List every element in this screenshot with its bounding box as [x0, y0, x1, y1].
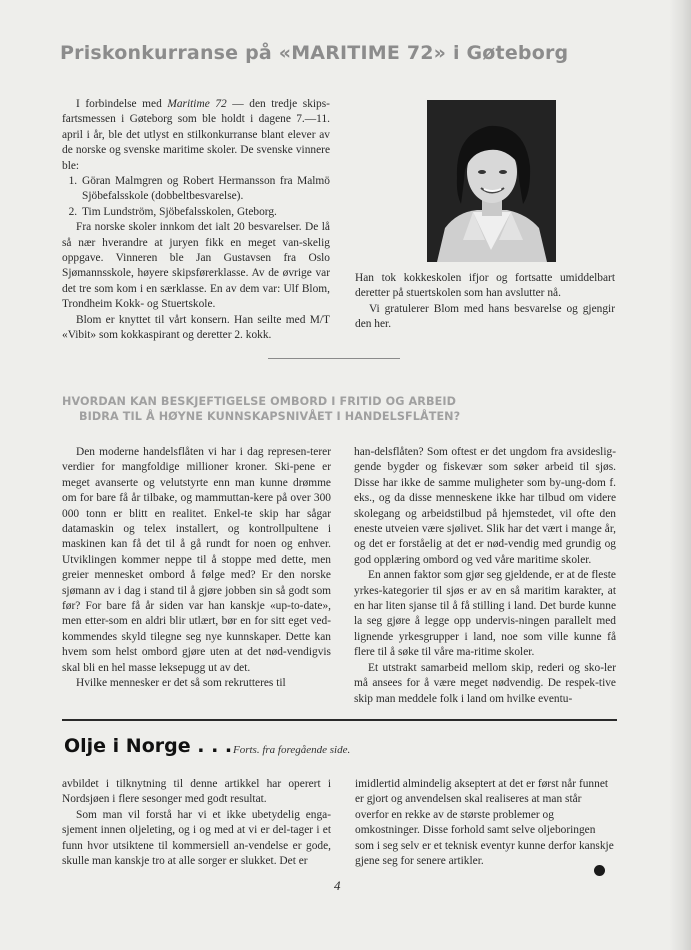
winners-list — [62, 174, 330, 220]
article1-paragraph: Vi gratulerer Blom med hans besvarelse og gjengir den her. — [355, 302, 615, 331]
intro-text-a: I forbindelse med — [76, 98, 168, 110]
maritime-72-emphasis: Maritime 72 — [167, 98, 227, 110]
article1-paragraph: Han tok kokkeskolen ifjor og fortsatte umiddelbart deretter på stuertskolen som han avslutter nå. — [355, 272, 615, 300]
winner-item: 1. Göran Malmgren og Robert Hermansson fra Malmö Sjöbefalsskole (dobbeltbesvarelse). — [80, 174, 330, 205]
intro-text-b: — den tredje skips-fartsmessen i Gøteborg som ble holdt i dagene 7.—11. april i år, ble det utlyst en stilkonkurranse blant elever av de norske og svenske maritime skoler. De svenske vinnere ble: — [62, 98, 330, 172]
article2-headline — [62, 394, 622, 424]
headline-line: HVORDAN KAN BESKJEFTIGELSE OMBORD I FRITID OG ARBEID — [62, 395, 457, 408]
article1-headline: Priskonkurranse på «MARITIME 72» i Gøteborg — [60, 42, 569, 64]
article2-paragraph: Hvilke mennesker er det så som rekrutteres til — [76, 677, 286, 690]
article3-headline: Olje i Norge . . . — [64, 735, 233, 757]
portrait-photo — [427, 100, 556, 262]
article2-left-column — [62, 445, 331, 692]
end-mark-bullet — [594, 865, 605, 876]
page-number: 4 — [334, 878, 341, 893]
section-rule — [62, 719, 617, 721]
article2-paragraph: Den moderne handelsflåten vi har i dag represen-terer verdier for mangfoldige millioner kroner. Ski-pene er meget avanserte og velutstyrte enn man kunne drømme om for bare få år tilbake, og mammuttan-kere på over 300 000 tonn er blitt en realitet. Enkel-te skip har sågar datamaskin og telex installert, og kontrollpultene i maskinen kan få det til å gå rundt for noen og enhver. Utviklingen kommer neppe til å stoppe med dette, men greier mennesket ombord å følge med? Er den norske sjømann av i dag i stand til å gjøre jobben sin så godt som før? For bare få år siden var han kanskje «up-to-date», men etter-som en aldri blir utlært, bør en for sitt eget ved-kommendes skyld tilegne seg nye kunnskaper. Dette kan hvem som helst ombord gjøre uten at det nød-vendigvis skal bli en hel masse leksepugg ut av det. — [62, 446, 331, 674]
article3-left-column — [62, 777, 331, 869]
article3-right-column — [355, 777, 617, 869]
article1-left-column — [62, 97, 330, 344]
article3-paragraph-continued: imidlertid almindelig akseptert at det er først når funnet er gjort og anvendelsen skal realiseres at man står overfor en rekke av de største problemer og omkostninger. Disse forhold samt selve oljeboringen som i seg selv er et teknisk eventyr kunne derfor kanskje gjene seg for senere artikler. — [355, 778, 614, 868]
article2-right-column — [354, 445, 616, 707]
article3-paragraph: Som man vil forstå har vi et ikke ubetydelig enga-sjement innen oljeleting, og i og med at vi er del-tager i et funn hvor utsiktene til kommersiell an-vendelse er gode, skulle man kanskje tro at alle sorger er slukket. Det er — [62, 808, 331, 868]
article3-continued-note: Forts. fra foregående side. — [233, 744, 351, 756]
headline-line: BIDRA TIL Å HØYNE KUNNSKAPSNIVÅET I HANDELSFLÅTEN? — [79, 410, 461, 423]
article1-intro — [62, 97, 330, 174]
article2-paragraph-continued: han-delsflåten? Som oftest er det ungdom fra avsideslig-gende bygder og fiskevær som søker arbeid til sjøs. Disse har ikke de samme muligheter som by-ung-dom f. eks., og da disse menneskene ikke har tilbud om videre skolegang og arbeidstilbud på hjemstedet, vil ofte den eneste utveien være sjølivet. Slik har det vært i mange år, og det er forståelig at det er nød-vendig med grundig og god opplæring ombord og ved våre maritime skoler. — [354, 446, 616, 566]
article1-right-column — [355, 271, 615, 333]
section-divider — [268, 358, 400, 359]
article3-paragraph: avbildet i tilknytning til denne artikkel har operert i Nordsjøen i flere sesonger med godt resultat. — [62, 778, 331, 806]
article1-paragraph: Blom er knyttet til vårt konsern. Han seilte med M/T «Vibit» som kokkaspirant og deretter 2. kokk. — [62, 313, 330, 342]
article2-paragraph: Et utstrakt samarbeid mellom skip, rederi og sko-ler må ansees for å være meget nødvendig. De respek-tive skip man meddele folk i land om hvilke eventu- — [354, 661, 616, 705]
article2-paragraph: En annen faktor som gjør seg gjeldende, er at de fleste yrkes-kategorier til sjøs er av en så maritim karakter, at en har liten sjanse til å få stilling i land. Det burde kunne la seg gjøre å legge opp undervis-ningen parallelt med lignende yrkesgrupper i land, noe som ville kunne få flere til å søke til våre ma-ritime skoler. — [354, 569, 616, 659]
winner-item: 2. Tim Lundström, Sjöbefalsskolen, Gteborg. — [80, 205, 330, 220]
portrait-image — [427, 100, 556, 262]
article1-paragraph: Fra norske skoler innkom det ialt 20 besvarelser. De lå så nær hverandre at juryen fikk en meget van-skelig oppgave. Vinneren ble Jan Gustavsen fra Oslo Sjømannsskole, høyere skipsførerklasse. Av de øvrige var det tre som kom i en særklasse. En av dem var: Ulf Blom, Trondheim Kokk- og Stuertskole. — [62, 221, 330, 311]
page-edge-shadow — [669, 0, 691, 950]
